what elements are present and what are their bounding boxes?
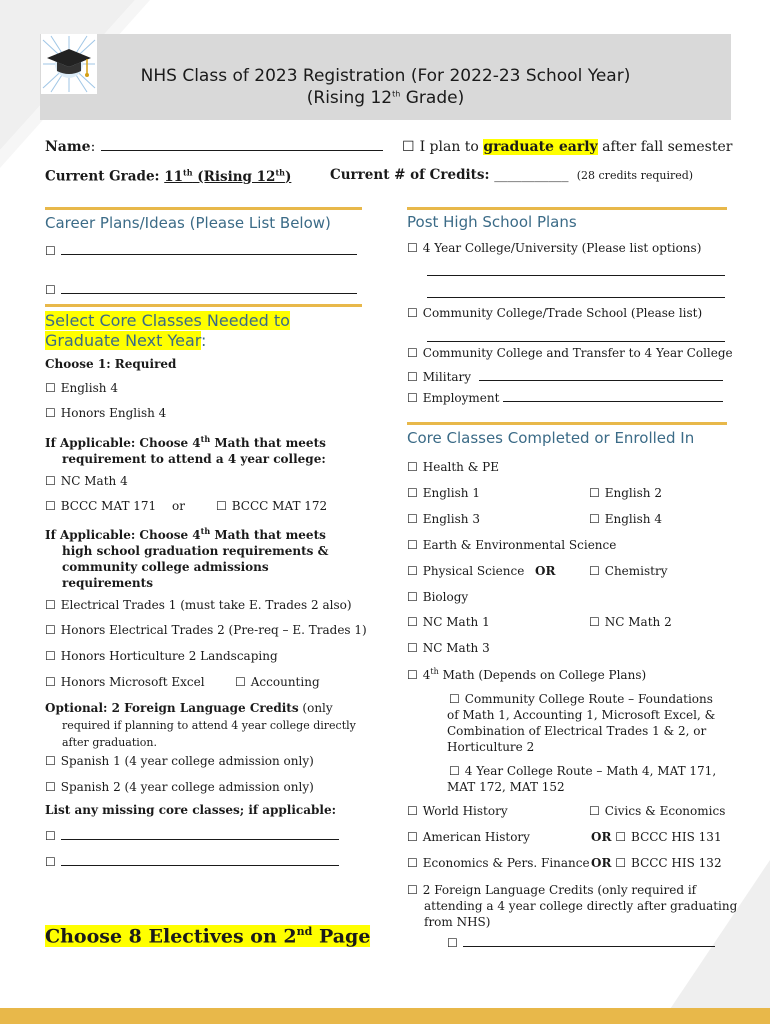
grad-early-end: after fall semester [597, 139, 733, 155]
electives-end: Page [312, 925, 371, 948]
cc-route-line-2: of Math 1, Accounting 1, Microsoft Excel, & [447, 708, 716, 722]
checkbox-icon[interactable] [589, 512, 605, 526]
electives-banner [45, 925, 370, 947]
checkbox-icon[interactable] [45, 474, 61, 488]
hs-heading-sup: th [200, 526, 211, 536]
foreign-completed-line-1: 2 Foreign Language Credits (only required if [422, 883, 697, 897]
checkbox-icon[interactable] [449, 692, 465, 706]
career-heading: Career Plans/Ideas (Please List Below) [45, 214, 331, 232]
checkbox-icon[interactable] [447, 936, 463, 950]
checkbox-icon[interactable] [407, 391, 423, 405]
bccc-171-option[interactable] [45, 499, 156, 513]
honors-excel-option[interactable] [45, 675, 205, 689]
bccc-172-label: BCCC MAT 172 [231, 499, 328, 513]
honors-horticulture-label: Honors Horticulture 2 Landscaping [60, 649, 278, 663]
checkbox-icon[interactable] [407, 641, 423, 655]
world-history-option[interactable] [407, 804, 508, 818]
post-hs-heading: Post High School Plans [407, 213, 577, 231]
missing-blank-1[interactable] [61, 839, 339, 840]
honors-electrical-trades-2-option[interactable] [45, 623, 367, 637]
yr4-route-line-2: MAT 172, MAT 152 [447, 780, 565, 794]
spanish-1-label: Spanish 1 (4 year college admission only) [60, 754, 314, 768]
bccc-his132-option[interactable] [591, 856, 722, 870]
checkbox-icon[interactable] [615, 830, 631, 844]
honors-english-4-option[interactable] [45, 406, 166, 420]
core-select-heading-2: Graduate Next Year [45, 331, 202, 350]
checkbox-icon[interactable] [407, 804, 423, 818]
credits-note: (28 credits required) [576, 169, 694, 182]
foreign-language-completed-option[interactable] [407, 882, 737, 930]
bccc-his132-label: BCCC HIS 132 [631, 856, 722, 870]
math4-heading-c: requirement to attend a 4 year college: [62, 452, 326, 466]
employment-option[interactable] [407, 391, 723, 405]
current-credits[interactable] [330, 167, 693, 183]
core-select-heading-1: Select Core Classes Needed to [45, 311, 290, 330]
credits-blank[interactable]: ___________ [494, 167, 569, 183]
missing-core-heading: List any missing core classes; if applicable: [45, 803, 337, 817]
post-hs-rule [407, 207, 727, 210]
checkbox-icon[interactable] [45, 754, 61, 768]
civics-label: Civics & Economics [604, 804, 726, 818]
math-4-option[interactable] [407, 667, 646, 682]
career-line-2[interactable] [45, 283, 357, 297]
biology-option[interactable] [407, 590, 468, 604]
accounting-label: Accounting [250, 675, 320, 689]
world-history-label: World History [422, 804, 508, 818]
checkbox-icon[interactable] [615, 856, 631, 870]
missing-line-2[interactable] [45, 855, 339, 869]
earth-env-option[interactable] [407, 538, 616, 552]
completed-rule [407, 422, 727, 425]
name-blank[interactable] [101, 150, 383, 151]
career-blank-1[interactable] [61, 254, 357, 255]
foreign-blank-line[interactable] [463, 946, 715, 947]
cc-route-option[interactable] [447, 691, 715, 755]
american-history-option[interactable] [407, 830, 530, 844]
checkbox-icon[interactable] [45, 598, 61, 612]
checkbox-icon[interactable] [407, 615, 423, 629]
name-label: Name [45, 139, 91, 155]
title-line-2-sup: th [392, 89, 401, 99]
hs-heading-c: high school graduation requirements & [62, 544, 329, 558]
yr4-route-option[interactable] [447, 763, 716, 795]
hs-heading-e: requirements [62, 576, 153, 590]
honors-electrical-trades-2-label: Honors Electrical Trades 2 (Pre-req – E. Trades 1) [60, 623, 367, 637]
spanish-2-label: Spanish 2 (4 year college admission only) [60, 780, 314, 794]
cc-route-line-4: Horticulture 2 [447, 740, 535, 754]
nc-math-4-label: NC Math 4 [60, 474, 128, 488]
cc-route-line-3: Combination of Electrical Trades 1 & 2, or [447, 724, 707, 738]
hs-heading-d: community college admissions [62, 560, 269, 574]
civics-option[interactable] [589, 804, 725, 818]
nc-math-3-label: NC Math 3 [422, 641, 490, 655]
hs-heading-a: If Applicable: Choose 4 [45, 528, 201, 542]
american-history-label: American History [422, 830, 530, 844]
community-trade-label: Community College/Trade School (Please list) [422, 306, 703, 320]
honors-english-4-label: Honors English 4 [60, 406, 167, 420]
health-pe-label: Health & PE [422, 460, 500, 474]
checkbox-icon[interactable] [449, 764, 465, 778]
grade-value: 11 [164, 168, 184, 185]
chemistry-label: Chemistry [604, 564, 668, 578]
checkbox-icon[interactable] [45, 829, 61, 843]
employment-label: Employment [422, 391, 500, 405]
math-4-label: 4 [422, 668, 431, 682]
biology-label: Biology [422, 590, 469, 604]
chemistry-option[interactable] [589, 564, 668, 578]
checkbox-icon[interactable] [407, 486, 423, 500]
earth-env-label: Earth & Environmental Science [422, 538, 617, 552]
english-2-option[interactable] [589, 486, 662, 500]
community-transfer-option[interactable] [407, 346, 733, 360]
math-4-note: Math (Depends on College Plans) [438, 668, 647, 682]
or-label: OR [591, 856, 612, 870]
checkbox-icon[interactable] [407, 564, 423, 578]
core-select-rule [45, 304, 362, 307]
college-list-line-2[interactable] [427, 297, 725, 298]
math4-college-heading [45, 431, 326, 467]
checkbox-icon[interactable] [407, 830, 423, 844]
grade-rising: (Rising 12 [192, 168, 276, 185]
career-blank-2[interactable] [61, 293, 357, 294]
english-4-label: English 4 [60, 381, 118, 395]
nc-math-1-option[interactable] [407, 615, 490, 629]
checkbox-icon[interactable] [216, 499, 232, 513]
graduate-early-checkbox[interactable] [402, 139, 732, 155]
checkbox-icon[interactable] [402, 139, 420, 155]
english-3-option[interactable] [407, 512, 480, 526]
checkbox-icon[interactable] [407, 306, 423, 320]
checkbox-icon[interactable] [407, 856, 423, 870]
checkbox-icon[interactable] [407, 460, 423, 474]
physical-science-label: Physical Science [422, 564, 525, 578]
checkbox-icon[interactable] [235, 675, 251, 689]
employment-blank[interactable] [503, 401, 723, 402]
community-transfer-label: Community College and Transfer to 4 Year College [422, 346, 733, 360]
nc-math-4-option[interactable] [45, 474, 128, 488]
grad-early-highlight: graduate early [483, 139, 598, 155]
title-line-2 [40, 88, 731, 108]
math4-heading-a: If Applicable: Choose 4 [45, 436, 201, 450]
college-list-line-1[interactable] [427, 275, 725, 276]
grade-label: Current Grade: [45, 168, 165, 185]
missing-blank-2[interactable] [61, 865, 339, 866]
honors-horticulture-option[interactable] [45, 649, 278, 663]
bccc-171-label: BCCC MAT 171 [60, 499, 157, 513]
honors-excel-label: Honors Microsoft Excel [60, 675, 205, 689]
english-4-completed-label: English 4 [604, 512, 662, 526]
econ-finance-option[interactable] [407, 856, 590, 870]
community-list-line[interactable] [427, 341, 725, 342]
nc-math-2-option[interactable] [589, 615, 672, 629]
checkbox-icon[interactable] [45, 623, 61, 637]
completed-heading: Core Classes Completed or Enrolled In [407, 429, 695, 447]
checkbox-icon[interactable] [407, 370, 423, 384]
spanish-1-option[interactable] [45, 754, 314, 768]
electives-sup: nd [296, 925, 313, 938]
checkbox-icon[interactable] [589, 564, 605, 578]
checkbox-icon[interactable] [45, 499, 61, 513]
page-title [40, 66, 731, 108]
checkbox-icon[interactable] [589, 804, 605, 818]
electives-text: Choose 8 Electives on 2 [45, 925, 297, 948]
grade-rising-sup: th [275, 167, 285, 177]
checkbox-icon[interactable] [45, 675, 61, 689]
foreign-completed-line-2: attending a 4 year college directly after graduating [424, 899, 738, 913]
foreign-only: (only [298, 701, 333, 715]
foreign-language-blank[interactable] [447, 936, 715, 950]
foreign-note-1: required if planning to attend 4 year college directly [62, 719, 356, 732]
current-grade [45, 167, 291, 185]
grade-close: ) [284, 168, 292, 185]
career-line-1[interactable] [45, 244, 357, 258]
career-rule [45, 207, 362, 210]
grade-sup: th [183, 167, 193, 177]
title-line-1: NHS Class of 2023 Registration (For 2022-23 School Year) [140, 66, 631, 86]
or-label: OR [591, 830, 612, 844]
english-1-label: English 1 [422, 486, 480, 500]
bccc-172-option[interactable] [216, 499, 327, 513]
checkbox-icon[interactable] [407, 668, 423, 682]
military-option[interactable] [407, 370, 723, 384]
english-3-label: English 3 [422, 512, 480, 526]
title-line-2-end: Grade) [400, 88, 465, 108]
credits-label: Current # of Credits: [330, 167, 495, 183]
health-pe-option[interactable] [407, 460, 499, 474]
bccc-his131-option[interactable] [591, 830, 722, 844]
core-select-colon: : [201, 331, 207, 350]
foreign-completed-line-3: from NHS) [424, 915, 491, 929]
yr4-route-line-1: 4 Year College Route – Math 4, MAT 171, [464, 764, 717, 778]
hs-heading-b: Math that meets [210, 528, 326, 542]
cc-route-line-1: Community College Route – Foundations [464, 692, 713, 706]
accounting-option[interactable] [235, 675, 320, 689]
college-4-label: 4 Year College/University (Please list options) [422, 241, 702, 255]
english-1-option[interactable] [407, 486, 480, 500]
checkbox-icon[interactable] [45, 244, 61, 258]
math-4-sup: th [430, 667, 439, 676]
community-trade-option[interactable] [407, 306, 702, 320]
checkbox-icon[interactable] [407, 883, 423, 897]
name-field[interactable]: Name: [45, 139, 383, 155]
nc-math-1-label: NC Math 1 [422, 615, 490, 629]
checkbox-icon[interactable] [45, 649, 61, 663]
checkbox-icon[interactable] [589, 486, 605, 500]
math4-heading-sup: th [200, 434, 211, 444]
checkbox-icon[interactable] [407, 590, 423, 604]
checkbox-icon[interactable] [45, 780, 61, 794]
foreign-language-optional [45, 699, 356, 750]
checkbox-icon[interactable] [45, 855, 61, 869]
checkbox-icon[interactable] [45, 406, 61, 420]
or-label: or [172, 499, 185, 513]
checkbox-icon[interactable] [407, 538, 423, 552]
econ-finance-label: Economics & Pers. Finance [422, 856, 590, 870]
english-4-completed-option[interactable] [589, 512, 662, 526]
checkbox-icon[interactable] [407, 512, 423, 526]
grad-early-text: I plan to [419, 139, 484, 155]
checkbox-icon[interactable] [45, 283, 61, 297]
checkbox-icon[interactable] [407, 241, 423, 255]
foreign-heading: Optional: 2 Foreign Language Credits [45, 701, 299, 715]
missing-line-1[interactable] [45, 829, 339, 843]
english-4-option[interactable] [45, 381, 118, 395]
electrical-trades-1-label: Electrical Trades 1 (must take E. Trades 2 also) [60, 598, 352, 612]
core-select-heading [45, 311, 290, 351]
choose-1-required: Choose 1: Required [45, 357, 177, 371]
checkbox-icon[interactable] [45, 381, 61, 395]
math4-heading-b: Math that meets [210, 436, 326, 450]
nc-math-2-label: NC Math 2 [604, 615, 672, 629]
english-2-label: English 2 [604, 486, 662, 500]
spanish-2-option[interactable] [45, 780, 314, 794]
military-label: Military [422, 370, 472, 384]
bccc-his131-label: BCCC HIS 131 [631, 830, 722, 844]
checkbox-icon[interactable] [589, 615, 605, 629]
nc-math-3-option[interactable] [407, 641, 490, 655]
physical-science-option[interactable] [407, 564, 524, 578]
college-4-option[interactable] [407, 241, 701, 255]
electrical-trades-1-option[interactable] [45, 598, 352, 612]
or-label: OR [535, 564, 556, 578]
title-line-2-text: (Rising 12 [306, 88, 393, 108]
math4-hs-heading [45, 523, 328, 591]
foreign-note-2: after graduation. [62, 736, 157, 749]
military-blank[interactable] [479, 380, 723, 381]
checkbox-icon[interactable] [407, 346, 423, 360]
